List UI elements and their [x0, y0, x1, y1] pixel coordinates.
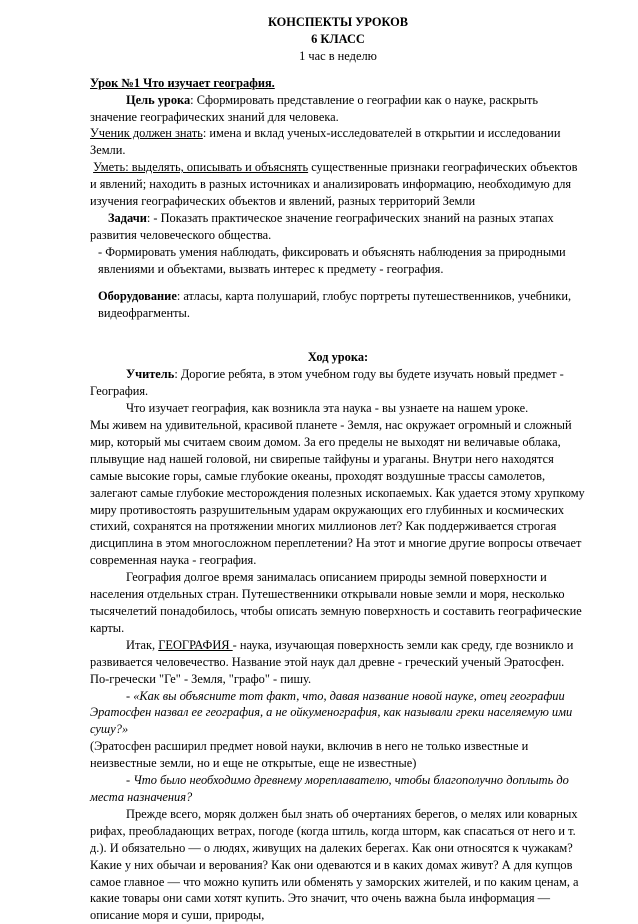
goal-text: : Сформировать представление о географии как о науке, раскрыть значение географических знаний для человека.: [90, 92, 539, 124]
student-must-know: [90, 125, 586, 159]
definition-prefix: Итак,: [126, 637, 159, 652]
teacher-text: : Дорогие ребята, в этом учебном году вы будете изучать новый предмет - География.: [90, 367, 564, 399]
teacher-intro: [90, 366, 586, 400]
know-text: : имена и вклад ученых-исследователей в открытии и исследовании Земли.: [90, 126, 561, 158]
tasks-item: - Формировать умения наблюдать, фиксировать и объяснять наблюдения за природными явлениями и объектами, вызвать интерес к предмету - география.: [98, 244, 566, 276]
document-title: КОНСПЕКТЫ УРОКОВ: [267, 15, 409, 29]
know-label: Ученик должен знать: [90, 126, 203, 141]
hours-per-week: 1 час в неделю: [299, 48, 377, 63]
lesson-tasks: [90, 210, 586, 244]
equipment-text: : атласы, карта полушарий, глобус портреты путешественников, учебники, видеофрагменты.: [98, 288, 572, 320]
paragraph-definition: [90, 637, 586, 688]
paragraph-history: География долгое время занималась описанием природы земной поверхности и населения отдельных стран. Путешественники открывали новые земли и моря, несколько тысячелетий понадобилось, чтобы описать земную поверхность и составить географические карты.: [90, 570, 582, 635]
paragraph-what-geography-studies: Что изучает география, как возникла эта наука - вы узнаете на нашем уроке.: [126, 401, 529, 416]
paragraph-world: Мы живем на удивительной, красивой планете - Земля, нас окружает огромный и сложный мир, который мы считаем своим домом. За его пределы не выходят ни величавые облака, плывущие над нашей головой, ни свирепые тайфуны и ураганы. Внутри него находятся самые высокие горы, самые глубокие океаны, проходят воздушные трассы самолетов, залегают самые глубокие месторождения полезных ископаемых. Как удается этому хрупкому миру противостоять разрушительным ударам окружающих его глубинных и космических стихий, сохранятся на протяжении многих миллионов лет? Как поддерживается строгая дисциплина в этом многосложном переплетении? На этот и многие другие вопросы отвечает современная наука - география.: [90, 418, 585, 568]
question-eratosthenes: - «Как вы объясните тот факт, что, давая название новой науке, отец географии Эратосфен назвал ее география, а не ойкуменография, как называли греки населяемую ими сушу?»: [90, 688, 573, 737]
equipment-label: Оборудование: [98, 288, 177, 303]
lesson-course-heading: Ход урока:: [307, 350, 369, 365]
equipment: [98, 288, 586, 322]
skills-label: Уметь: выделять, описывать и объяснять: [93, 160, 309, 175]
paragraph-sailor: Прежде всего, моряк должен был знать об очертаниях берегов, о мелях или коварных рифах, преобладающих ветрах, погоде (когда штиль, когда шторм, как спасаться от него и т. д.). И обязательно — о людях, живущих на далеких берегах. Как они относятся к чужакам? Какие у них обычаи и верования? Как они одеваются и в каких домах живут? А для купцов самое главное — что можно купить или обменять у заморских жителей, и по каким ценам, а какие товары они сами хотят купить. Это значит, что очень важна была информация — описание моря и суши, природы,: [90, 806, 579, 923]
definition-text: - наука, изучающая поверхность земли как среду, где возникло и развивается человечество. Название этой наук дал древне - греческий ученый Эратосфен. По-гречески "Ге" - Земля, "графо" - пишу.: [90, 637, 574, 686]
question-navigator: - Что было необходимо древнему мореплавателю, чтобы благополучно доплыть до места назначения?: [90, 773, 569, 804]
answer-eratosthenes: (Эратосфен расширил предмет новой науки, включив в него не только известные и неизвестные земли, но и еще не открытые, еще не известные): [90, 739, 529, 771]
skills-text: существенные признаки географических объектов и явлений; находить в разных источниках и анализировать информацию, необходимую для изучения географических объектов и явлений, разных территорий Земли: [90, 160, 578, 209]
tasks-label: Задачи: [108, 210, 147, 225]
skills: [90, 159, 586, 210]
lesson-title: Урок №1 Что изучает география.: [90, 75, 275, 90]
teacher-label: Учитель: [126, 367, 175, 382]
lesson-goal: [90, 92, 586, 126]
tasks-text: : - Показать практическое значение географических знаний на разных этапах развития человеческого общества.: [90, 210, 554, 242]
geography-term: ГЕОГРАФИЯ: [158, 637, 233, 652]
goal-label: Цель урока: [126, 92, 191, 107]
grade-label: 6 КЛАСС: [311, 31, 365, 46]
